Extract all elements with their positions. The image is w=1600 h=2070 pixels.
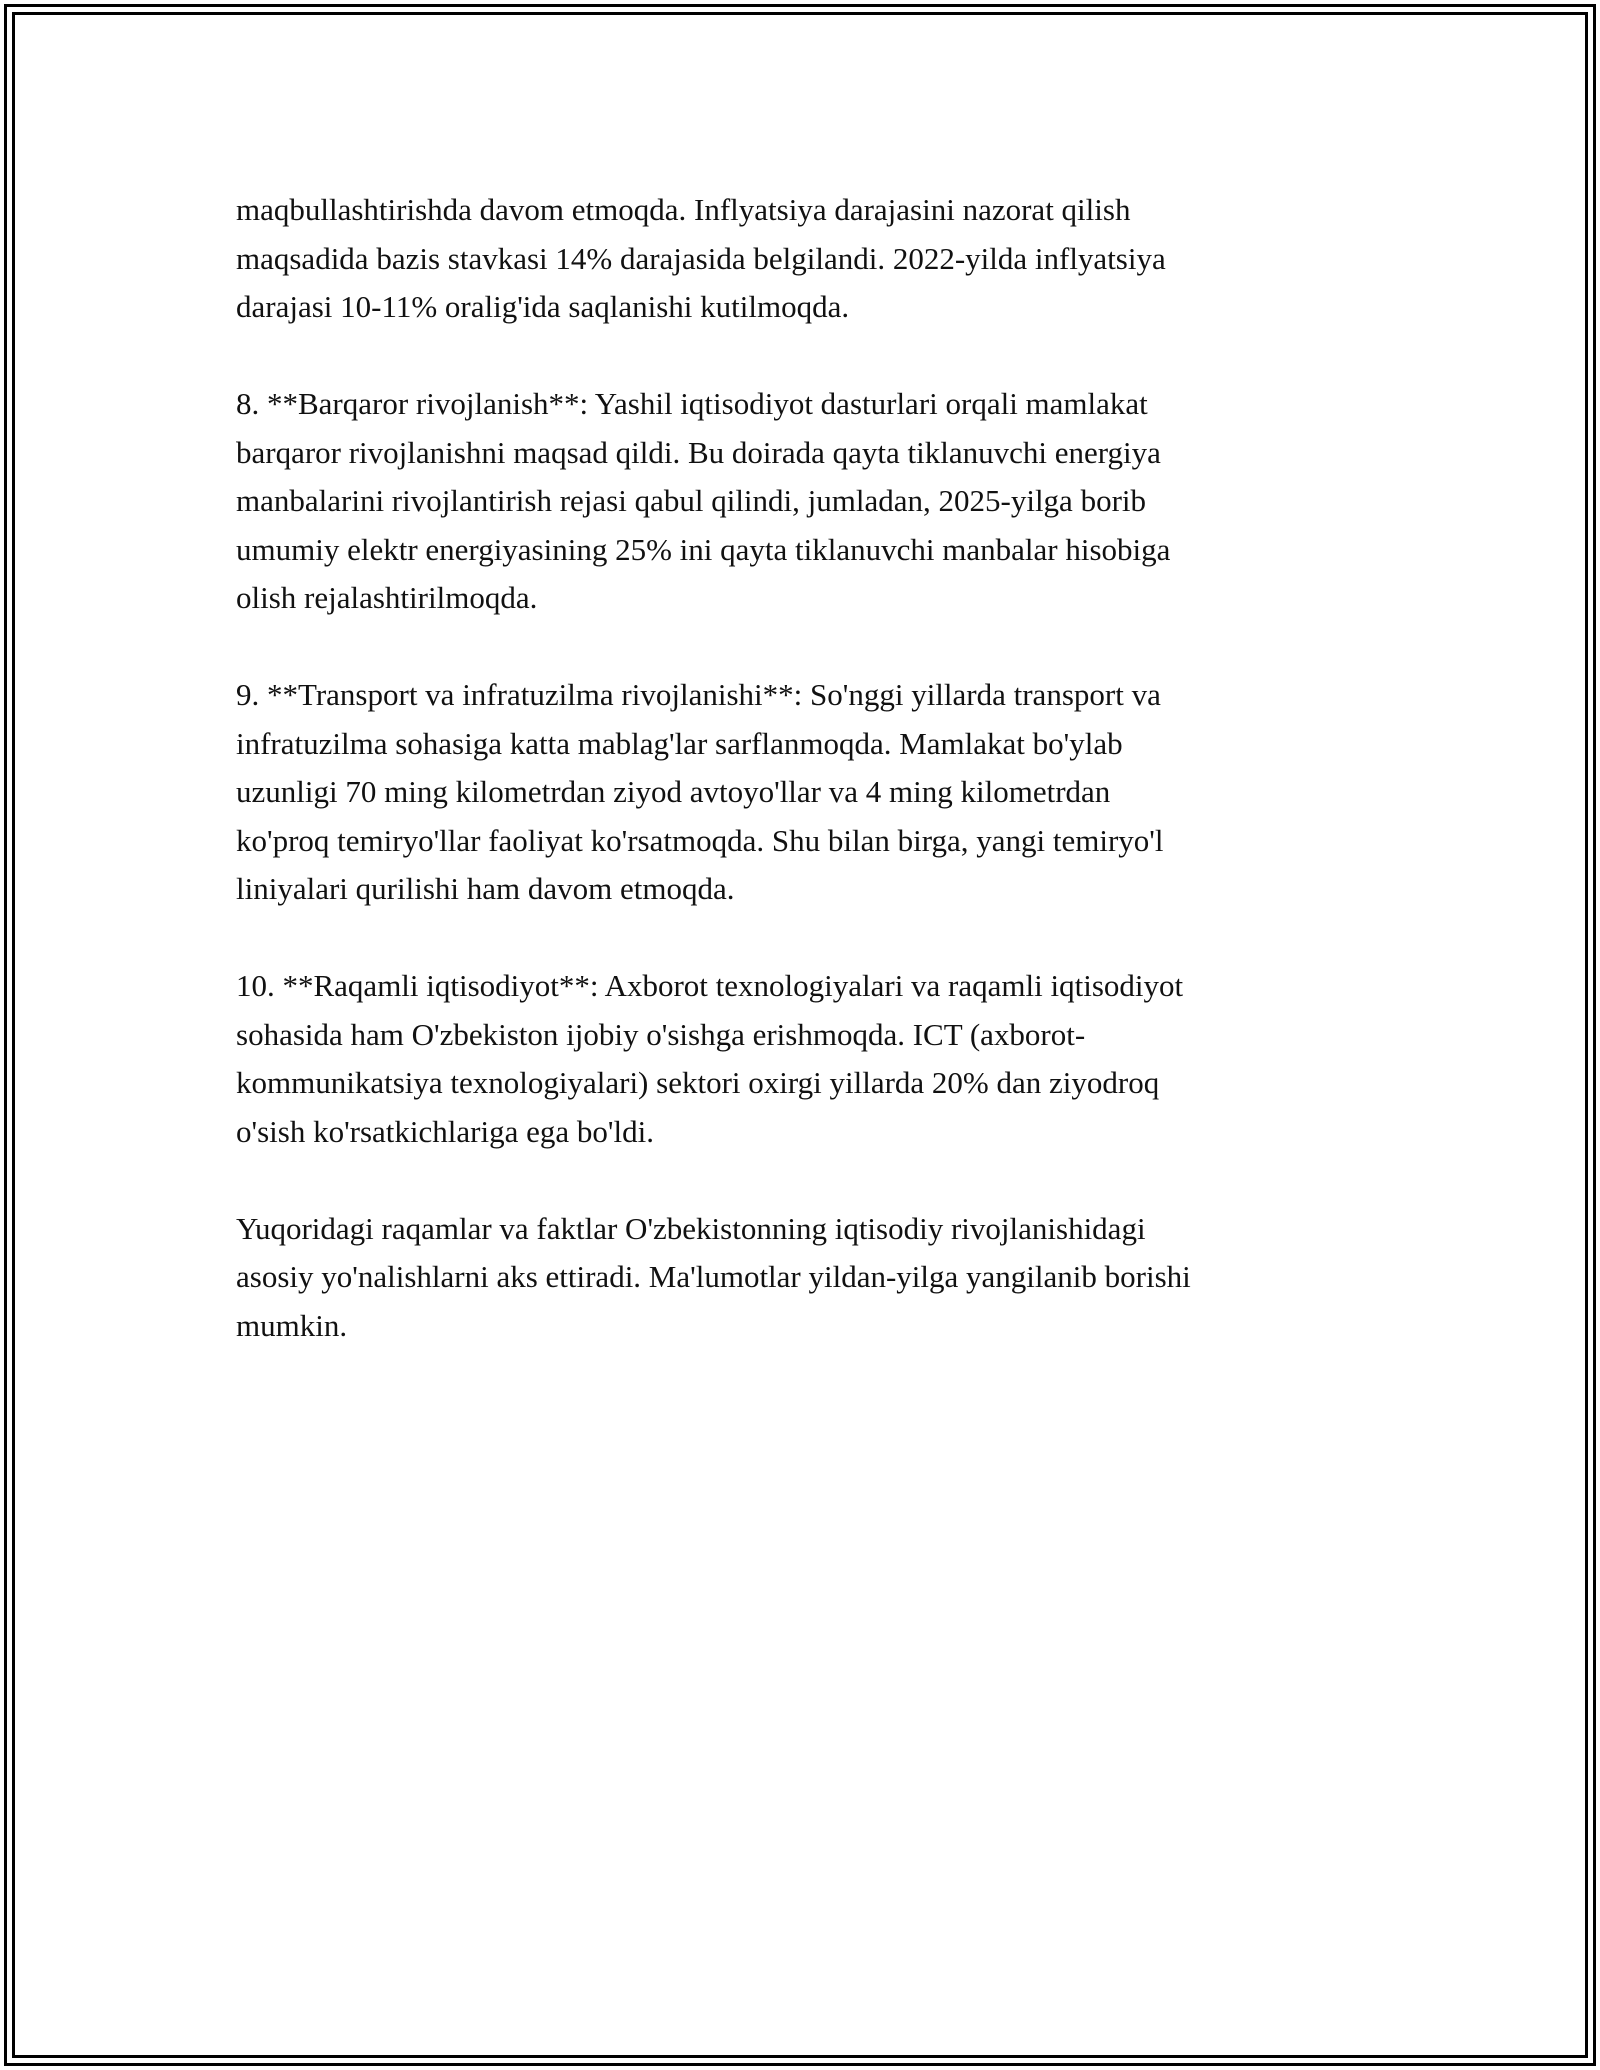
text-line: ko'proq temiryo'llar faoliyat ko'rsatmoqda. Shu bilan birga, yangi temiryo'l (236, 822, 1164, 858)
text-line: sohasida ham O'zbekiston ijobiy o'sishga erishmoqda. ICT (axborot- (236, 1016, 1086, 1052)
text-line: olish rejalashtirilmoqda. (236, 580, 538, 615)
text-line: liniyalari qurilishi ham davom etmoqda. (236, 871, 735, 906)
text-line: 10. **Raqamli iqtisodiyot**: Axborot texnologiyalari va raqamli iqtisodiyot (236, 968, 1184, 1003)
text-line: asosiy yo'nalishlarni aks ettiradi. Ma'lumotlar yildan-yilga yangilanib borishi (236, 1259, 1191, 1294)
text-line: 8. **Barqaror rivojlanish**: Yashil iqtisodiyot dasturlari orqali mamlakat (236, 386, 1148, 421)
paragraph-transport-infrastructure (236, 671, 1376, 914)
text-line: mumkin. (236, 1307, 348, 1343)
text-line: infratuzilma sohasiga katta mablag'lar sarflanmoqda. Mamlakat bo'ylab (236, 725, 1123, 761)
text-line: maqbullashtirishda davom etmoqda. Inflyatsiya darajasini nazorat qilish (236, 192, 1131, 227)
text-line: darajasi 10-11% oralig'ida saqlanishi kutilmoqda. (236, 289, 850, 324)
paragraph-digital-economy (236, 962, 1376, 1156)
text-line: 9. **Transport va infratuzilma rivojlanishi**: So'nggi yillarda transport va (236, 677, 1161, 712)
text-line: manbalarini rivojlantirish rejasi qabul qilindi, jumladan, 2025-yilga borib (236, 483, 1147, 518)
text-line: Yuqoridagi raqamlar va faktlar O'zbekistonning iqtisodiy rivojlanishidagi (236, 1210, 1146, 1246)
text-line: uzunligi 70 ming kilometrdan ziyod avtoyo'llar va 4 ming kilometrdan (236, 774, 1111, 809)
text-line: barqaror rivojlanishni maqsad qildi. Bu doirada qayta tiklanuvchi energiya (236, 434, 1161, 470)
paragraph-sustainable-development (236, 380, 1376, 623)
text-line: kommunikatsiya texnologiyalari) sektori oxirgi yillarda 20% dan ziyodroq (236, 1065, 1160, 1100)
paragraph-inflation (236, 186, 1376, 332)
text-line: umumiy elektr energiyasining 25% ini qayta tiklanuvchi manbalar hisobiga (236, 531, 1171, 567)
text-line: o'sish ko'rsatkichlariga ega bo'ldi. (236, 1113, 654, 1149)
text-line: maqsadida bazis stavkasi 14% darajasida belgilandi. 2022-yilda inflyatsiya (236, 240, 1166, 276)
paragraph-conclusion (236, 1205, 1376, 1351)
document-body (236, 186, 1376, 1399)
